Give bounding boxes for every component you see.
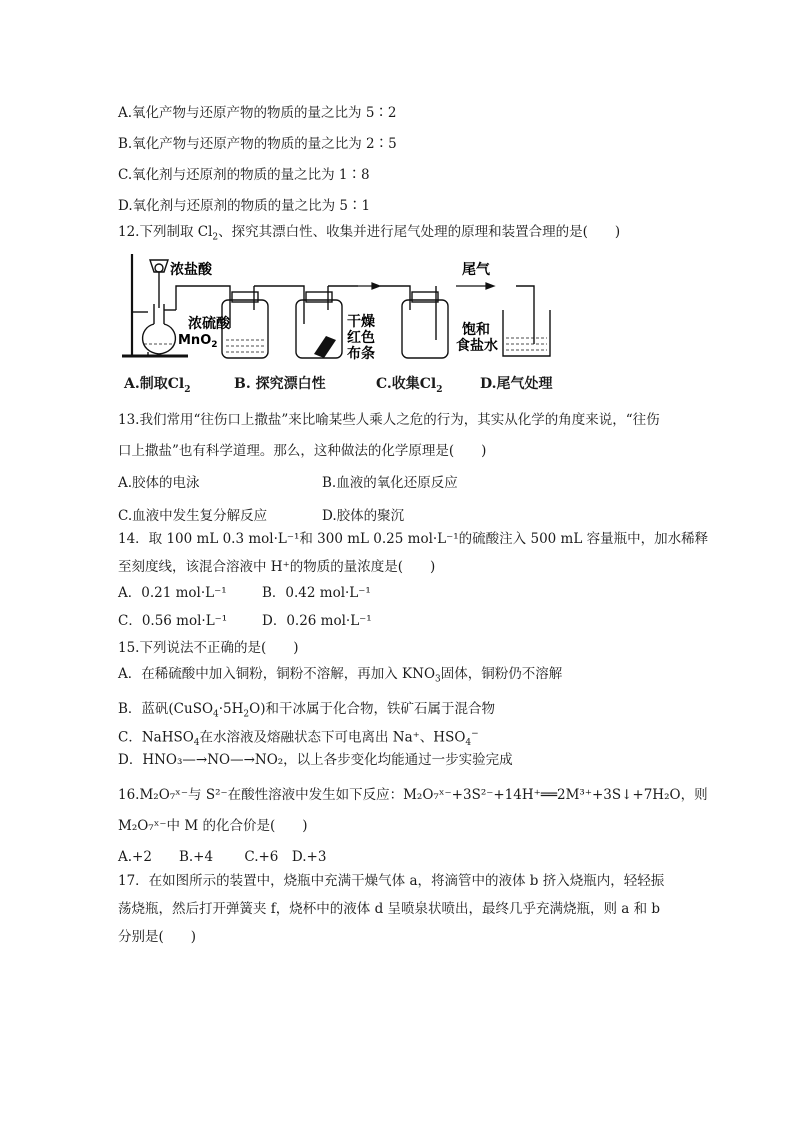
caption-a: A.制取$Cl_2$: [124, 376, 191, 395]
label-dry-3: 布条: [347, 346, 375, 362]
q14-option-a: A．0.21 mol·L⁻¹: [118, 585, 227, 601]
label-conc-h2so4: 浓硫酸: [188, 316, 230, 332]
q11-option-b: B.氧化产物与还原产物的物质的量之比为 2∶5: [118, 136, 397, 152]
q14-option-c: C．0.56 mol·L⁻¹: [118, 613, 228, 629]
q15-option-b: B．蓝矾$(CuSO_4\cdot 5H_2O)$和干冰属于化合物，铁矿石属于混合物: [118, 701, 495, 720]
q11-option-c: C.氧化剂与还原剂的物质的量之比为 1∶8: [118, 167, 370, 183]
label-mno2: MnO$_2$: [178, 333, 218, 350]
q13-stem-2: 口上撒盐”也有科学道理。那么，这种做法的化学原理是( ): [118, 443, 487, 459]
caption-b: B. 探究漂白性: [234, 376, 326, 392]
q11-option-a: A.氧化产物与还原产物的物质的量之比为 5∶2: [118, 105, 397, 121]
q17-stem-2: 荡烧瓶，然后打开弹簧夹 f，烧杯中的液体 d 呈喷泉状喷出，最终几乎充满烧瓶，则 a 和 b: [118, 901, 661, 917]
q14-stem-1: 14．取 100 mL 0.3 mol·L⁻¹和 300 mL 0.25 mol·L⁻¹的硫酸注入 500 mL 容量瓶中，加水稀释: [118, 531, 709, 547]
label-dry-1: 干燥: [347, 314, 375, 330]
q17-stem-3: 分别是( ): [118, 929, 197, 945]
q16-options: A.+2 B.+4 C.+6 D.+3: [118, 849, 327, 865]
label-brine-2: 食盐水: [456, 338, 498, 354]
q14-option-d: D．0.26 mol·L⁻¹: [262, 613, 372, 629]
q12-stem: 12.下列制取 $Cl_2$、探究其漂白性、收集并进行尾气处理的原理和装置合理的是( ): [118, 224, 621, 243]
q15-option-d: D．HNO₃—→NO—→NO₂，以上各步变化均能通过一步实验完成: [118, 752, 513, 768]
apparatus-figure: [118, 248, 568, 370]
q17-stem-1: 17．在如图所示的装置中，烧瓶中充满干燥气体 a，将滴管中的液体 b 挤入烧瓶内，轻轻振: [118, 873, 665, 889]
q15-stem: 15.下列说法不正确的是( ): [118, 640, 299, 656]
q14-option-b: B．0.42 mol·L⁻¹: [262, 585, 371, 601]
label-brine-1: 饱和: [462, 322, 490, 338]
label-dry-2: 红色: [347, 330, 375, 346]
q13-option-b: B.血液的氧化还原反应: [322, 475, 458, 491]
q13-option-a: A.胶体的电泳: [118, 475, 200, 491]
label-tail-gas: 尾气: [462, 262, 490, 278]
caption-c: C.收集$Cl_2$: [376, 376, 443, 395]
q15-option-c: C．NaHSO$_4$在水溶液及熔融状态下可电离出 Na⁺、$HSO_4^-$: [118, 729, 479, 749]
q11-option-d: D.氧化剂与还原剂的物质的量之比为 5∶1: [118, 198, 371, 214]
caption-d: D.尾气处理: [480, 376, 553, 392]
label-conc-hcl: 浓盐酸: [170, 262, 212, 278]
q13-option-d: D.胶体的聚沉: [322, 508, 405, 524]
q16-stem-1: 16.M₂O₇ˣ⁻与 S²⁻在酸性溶液中发生如下反应：M₂O₇ˣ⁻+3S²⁻+14H⁺══2M³⁺+3S↓+7H₂O，则: [118, 787, 708, 803]
q13-stem-1: 13.我们常用“往伤口上撒盐”来比喻某些人乘人之危的行为，其实从化学的角度来说，“往伤: [118, 412, 660, 428]
q14-stem-2: 至刻度线，该混合溶液中 H⁺的物质的量浓度是( ): [118, 559, 436, 575]
q15-option-a: A．在稀硫酸中加入铜粉，铜粉不溶解，再加入 $KNO_3$固体，铜粉仍不溶解: [118, 666, 563, 685]
q16-stem-2: M₂O₇ˣ⁻中 M 的化合价是( ): [118, 818, 308, 834]
q13-option-c: C.血液中发生复分解反应: [118, 508, 268, 524]
